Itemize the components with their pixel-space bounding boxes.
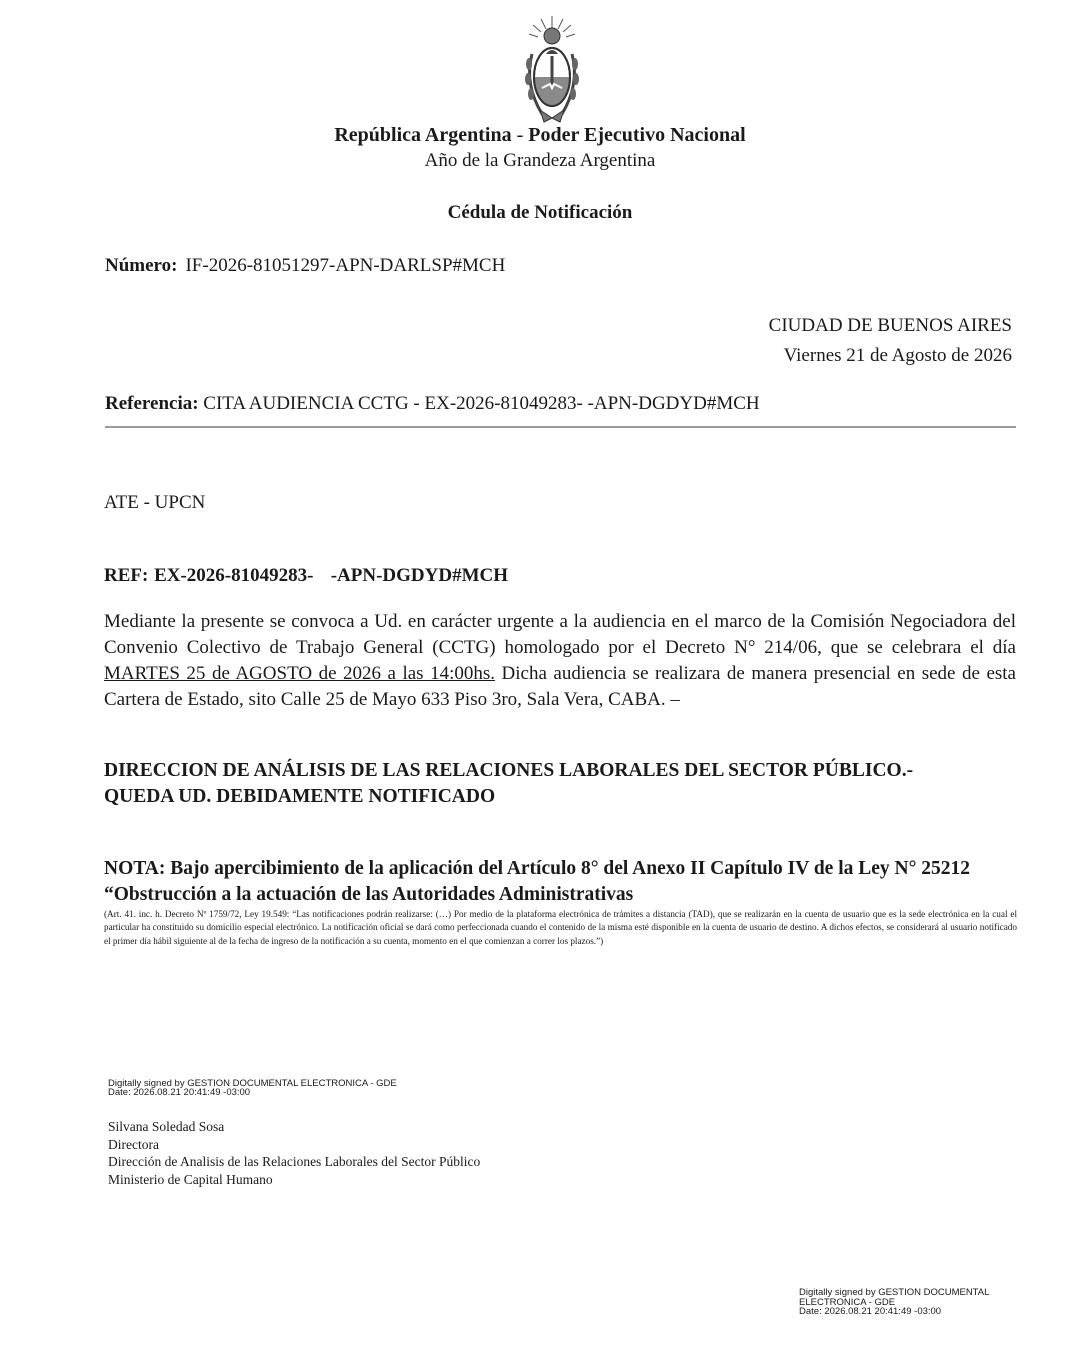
executive-name: Poder Ejecutivo Nacional bbox=[528, 124, 746, 146]
header-title bbox=[0, 124, 1080, 147]
signer-ministry: Ministerio de Capital Humano bbox=[108, 1171, 273, 1187]
direction-line-2: QUEDA UD. DEBIDAMENTE NOTIFICADO bbox=[104, 786, 496, 807]
nota-line-2: “Obstrucción a la actuación de las Autoridades Administrativas bbox=[104, 884, 634, 905]
city: CIUDAD DE BUENOS AIRES bbox=[768, 315, 1012, 336]
place-and-date bbox=[769, 311, 1012, 371]
recipient: ATE - UPCN bbox=[104, 492, 206, 513]
republic-name: República Argentina bbox=[334, 124, 512, 146]
signer-department: Dirección de Analisis de las Relaciones Laborales del Sector Público bbox=[108, 1154, 481, 1169]
document-number bbox=[105, 255, 505, 277]
direction-block bbox=[104, 758, 913, 810]
header-divider bbox=[105, 426, 1016, 428]
header-separator: - bbox=[511, 124, 529, 146]
footer-stamp-line-1: Digitally signed by GESTION DOCUMENTAL bbox=[799, 1287, 990, 1298]
coat-of-arms-icon bbox=[522, 14, 582, 124]
referencia-label: Referencia: bbox=[105, 393, 199, 414]
footer-stamp-line-2: ELECTRONICA - GDE bbox=[799, 1296, 896, 1308]
digital-signature-stamp bbox=[108, 1079, 397, 1097]
direction-line-1: DIRECCION DE ANÁLISIS DE LAS RELACIONES LABORALES DEL SECTOR PÚBLICO.- bbox=[104, 760, 914, 781]
numero-label: Número: bbox=[105, 255, 178, 276]
footer-stamp-date: Date: 2026.08.21 20:41:49 -03:00 bbox=[799, 1306, 942, 1317]
signer-name: Silvana Soledad Sosa bbox=[108, 1119, 225, 1134]
digital-signature-stamp-footer bbox=[799, 1288, 1029, 1317]
nota-line-1: NOTA: Bajo apercibimiento de la aplicación del Artículo 8° del Anexo II Capítulo IV de la Ley N° 25212 bbox=[104, 858, 971, 879]
legal-fine-print: (Art. 41. inc. h. Decreto Nº 1759/72, Ley 19.549: “Las notificaciones podrán realizarse: (…) Por medio de la plataforma electrónica de trámites a distancia (TAD), que se realizarán en la cuenta de usuario que es la sede electrónica en la cual el particular ha constituido su domicilio especial electrónico. La notificación oficial se dará como perfeccionada cuando el contenido de la misma esté disponible en la cuenta de usuario de destino. A dichos efectos, se considerará al usuario notificado el primer día hábil siguiente al de la fecha de ingreso de la notificación a su cuenta, momento en el que comienzan a correr los plazos.”) bbox=[104, 909, 1017, 946]
reference bbox=[105, 393, 760, 415]
referencia-value: CITA AUDIENCIA CCTG - EX-2026-81049283- -APN-DGDYD#MCH bbox=[198, 393, 760, 414]
numero-value: IF-2026-81051297-APN-DARLSP#MCH bbox=[185, 255, 506, 276]
signer-role: Directora bbox=[108, 1136, 159, 1152]
body-part-1: Mediante la presente se convoca a Ud. en carácter urgente a la audiencia en el marco de la Comisión Negociadora del Convenio Colectivo de Trabajo General (CCTG) homologado por el Decreto N° 214/06, que se celebrara el día bbox=[104, 611, 1016, 658]
signature-stamp-line: Digitally signed by GESTION DOCUMENTAL ELECTRONICA - GDE bbox=[108, 1078, 397, 1089]
nota-block bbox=[104, 856, 1034, 908]
document-type: Cédula de Notificación bbox=[447, 202, 633, 223]
hearing-date: MARTES 25 de AGOSTO de 2026 a las 14:00hs. bbox=[104, 663, 495, 684]
body-paragraph bbox=[104, 609, 1016, 713]
signer-block bbox=[108, 1118, 480, 1188]
signature-stamp-date: Date: 2026.08.21 20:41:49 -03:00 bbox=[108, 1087, 251, 1098]
body-part-2: Dicha audiencia se realizara de manera presencial en sede de esta Cartera de Estado, sito Calle 25 de Mayo 633 Piso 3ro, Sala Vera, CABA. – bbox=[104, 663, 1016, 710]
header-motto: Año de la Grandeza Argentina bbox=[424, 150, 656, 171]
date: Viernes 21 de Agosto de 2026 bbox=[783, 345, 1012, 366]
ref-line: REF: EX-2026-81049283- -APN-DGDYD#MCH bbox=[104, 565, 509, 586]
